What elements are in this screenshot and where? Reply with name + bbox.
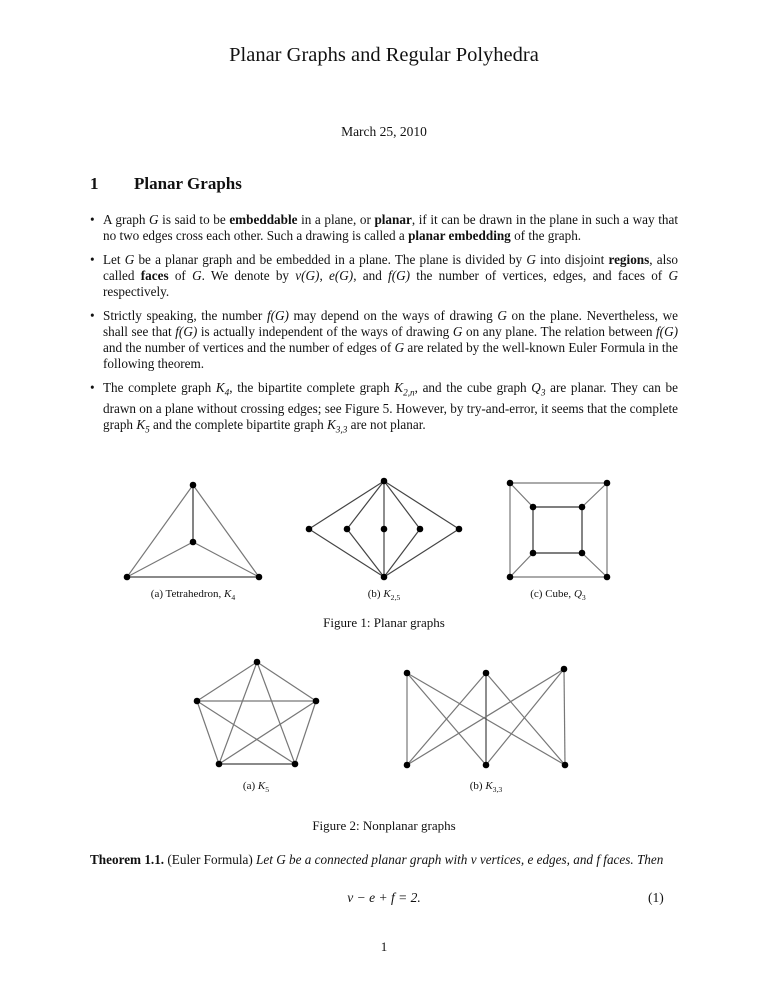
- paper-title: Planar Graphs and Regular Polyhedra: [229, 44, 539, 66]
- subcaption: [478, 588, 638, 602]
- math-base: G: [394, 340, 405, 355]
- text-segment: faces. Then: [599, 852, 664, 867]
- math-base: f(G): [175, 324, 198, 339]
- page-number: 1: [380, 939, 388, 954]
- text-segment: of: [168, 268, 193, 283]
- bullet-icon: •: [90, 252, 95, 267]
- text-segment: and the number of vertices and the number of edges of: [103, 340, 395, 355]
- text-segment: on any plane. The relation between: [462, 324, 657, 339]
- math-base: K: [257, 780, 266, 792]
- theorem: [90, 852, 690, 868]
- math-symbol: [276, 852, 286, 867]
- math-base: f: [596, 852, 600, 867]
- math-subscript: 5: [265, 785, 270, 795]
- math-base: G: [452, 324, 463, 339]
- math-base: f(G): [388, 268, 411, 283]
- section-title: Planar Graphs: [134, 174, 242, 193]
- math-base: f(G): [656, 324, 678, 339]
- math-subscript: 3: [540, 387, 546, 398]
- text-segment: is actually independent of the ways of drawing: [197, 324, 453, 339]
- subcaption: [304, 588, 464, 602]
- k33-graph: [404, 666, 569, 769]
- bold-term: regions: [608, 252, 650, 267]
- math-subscript: 5: [145, 424, 150, 435]
- text-segment: and the complete bipartite graph: [149, 416, 327, 432]
- text-segment: , and: [353, 268, 389, 283]
- bold-term: faces: [140, 268, 169, 283]
- text-segment: edges, and: [533, 852, 597, 867]
- subcaption: [113, 588, 273, 602]
- text-segment: Strictly speaking, the number: [103, 308, 267, 323]
- math-base: K: [383, 588, 391, 600]
- math-base: G: [497, 308, 507, 323]
- text-segment: A graph: [103, 212, 150, 227]
- bold-term: planar: [374, 212, 412, 227]
- math-subscript: 4: [224, 387, 230, 398]
- k5-graph: [194, 659, 320, 768]
- math-subscript: 3,3: [492, 785, 503, 795]
- bold-term: embeddable: [229, 212, 298, 227]
- subcaption: [176, 780, 336, 794]
- math-base: K: [326, 416, 336, 432]
- bold-term: planar embedding: [408, 228, 511, 243]
- math-base: G: [276, 852, 286, 867]
- text-segment: are related by the well-known Euler Formula in the following theorem.: [103, 340, 678, 371]
- math-base: K: [215, 380, 225, 395]
- text-segment: . We denote by: [201, 268, 296, 283]
- text-segment: ,: [319, 268, 330, 283]
- text-segment: Let: [103, 252, 125, 267]
- text-segment: vertices,: [476, 852, 528, 867]
- paper-date: March 25, 2010: [341, 124, 427, 139]
- text-segment: be a connected planar graph with: [285, 852, 471, 867]
- text-segment: the number of vertices, edges, and faces of: [410, 268, 669, 283]
- text-segment: , also called: [103, 252, 678, 283]
- math-base: f(G): [266, 308, 289, 323]
- math-base: G: [124, 252, 135, 267]
- bullet-icon: •: [90, 380, 95, 395]
- equation: v − e + f = 2.: [347, 890, 421, 905]
- math-base: G: [526, 252, 536, 267]
- bullet-icon: •: [90, 212, 95, 227]
- math-base: e(G): [329, 268, 354, 283]
- text-segment: be a planar graph and be embedded in a plane. The plane is divided by: [134, 252, 527, 267]
- figure-caption: Figure 1: Planar graphs: [323, 615, 445, 630]
- text-segment: Let: [256, 852, 277, 867]
- text-segment: , if it can be drawn in the plane in such a way that no two edges cross each other. Such a drawing is called a: [103, 212, 678, 243]
- text-segment: into disjoint: [535, 252, 609, 267]
- text-segment: is said to be: [158, 212, 230, 227]
- subcaption-label: (a) Tetrahedron,: [150, 588, 225, 600]
- k25-graph: [306, 478, 463, 581]
- math-base: G: [192, 268, 202, 283]
- math-base: e: [527, 852, 534, 867]
- math-subscript: 2,5: [390, 593, 401, 603]
- math-base: Q: [531, 380, 541, 395]
- subcaption-label: (b): [469, 780, 486, 792]
- section-number: 1: [90, 174, 99, 193]
- text-segment: , the bipartite complete graph: [229, 380, 395, 395]
- subcaption: [406, 780, 566, 794]
- math-subscript: 4: [231, 593, 236, 603]
- math-base: K: [394, 380, 404, 395]
- subcaption-label: (c) Cube,: [530, 588, 574, 600]
- math-base: G: [149, 212, 159, 227]
- cube-graph: [507, 480, 611, 581]
- theorem-label: Theorem 1.1.: [90, 852, 165, 867]
- math-base: v(G): [295, 268, 320, 283]
- equation-number: (1): [648, 890, 664, 905]
- math-base: K: [224, 588, 232, 600]
- text-segment: respectively.: [103, 284, 170, 299]
- subcaption-label: (a): [242, 780, 258, 792]
- text-segment: in a plane, or: [297, 212, 375, 227]
- math-base: Q: [573, 588, 582, 600]
- math-base: G: [668, 268, 678, 283]
- text-segment: are planar. They can be drawn on a plane without crossing edges; see Figure 5. However, by try-and-error, it seems that the complete graph: [103, 380, 678, 432]
- text-segment: may depend on the ways of drawing: [288, 308, 498, 323]
- text-segment: The complete graph: [103, 380, 216, 395]
- math-subscript: 2,n: [403, 387, 415, 398]
- math-base: v: [470, 852, 477, 867]
- text-segment: , and the cube graph: [414, 380, 532, 395]
- text-segment: of the graph.: [510, 228, 582, 243]
- math-subscript: 3: [581, 593, 586, 603]
- text-segment: are not planar.: [347, 416, 426, 432]
- tetrahedron-graph: [124, 482, 263, 581]
- text-segment: on the plane. Nevertheless, we shall see that: [103, 308, 679, 339]
- math-subscript: 3,3: [335, 424, 348, 435]
- subcaption-label: (b): [367, 588, 384, 600]
- math-base: K: [136, 416, 146, 432]
- math-base: K: [485, 780, 493, 792]
- bullet-icon: •: [90, 308, 95, 323]
- figure-caption: Figure 2: Nonplanar graphs: [312, 818, 456, 833]
- theorem-name: (Euler Formula): [167, 852, 253, 867]
